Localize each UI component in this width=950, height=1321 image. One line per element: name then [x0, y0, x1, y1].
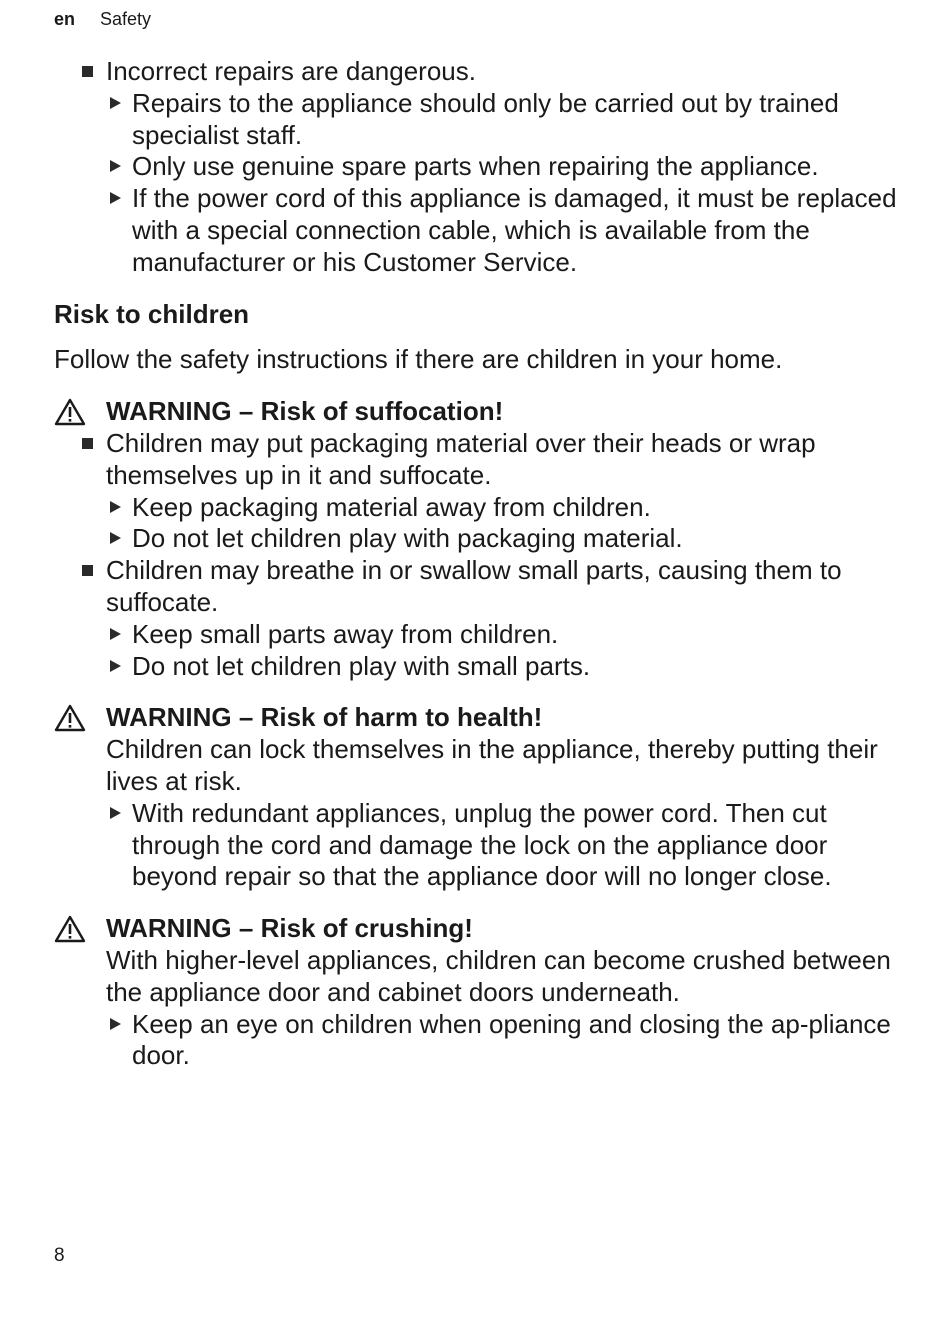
warning-title-text: WARNING – Risk of crushing! [106, 913, 473, 944]
bullet-item: Children may put packaging material over their heads or wrap themselves up in it and suffocate. [54, 428, 904, 492]
language-code: en [54, 9, 76, 29]
repairs-block [54, 56, 904, 279]
warning-text: With higher-level appliances, children can become crushed between the appliance door and cabinet doors underneath. [106, 944, 891, 1007]
action-step: Only use genuine spare parts when repairing the appliance. [54, 151, 904, 183]
warning-crushing [54, 913, 904, 1072]
bullet-item: Incorrect repairs are dangerous. [54, 56, 904, 88]
warning-triangle-icon [54, 915, 86, 943]
warning-triangle-icon [54, 704, 86, 732]
section-name: Safety [100, 9, 152, 29]
warning-title [54, 913, 904, 945]
section-heading: Risk to children [54, 298, 250, 329]
bullet-item: Children may breathe in or swallow small parts, causing them to suffocate. [54, 555, 904, 619]
action-step: Do not let children play with packaging material. [54, 523, 904, 555]
action-step: Keep packaging material away from children. [54, 492, 904, 524]
warning-title-text: WARNING – Risk of harm to health! [106, 702, 543, 733]
action-step: Keep an eye on children when opening and closing the ap-pliance door. [54, 1009, 904, 1073]
warning-title [54, 702, 904, 734]
action-step: Keep small parts away from children. [54, 619, 904, 651]
warning-text: Children can lock themselves in the appliance, thereby putting their lives at risk. [106, 734, 878, 796]
section-intro: Follow the safety instructions if there are children in your home. [54, 344, 783, 375]
action-step: Repairs to the appliance should only be carried out by trained specialist staff. [54, 88, 904, 152]
action-step: Do not let children play with small parts. [54, 651, 904, 683]
running-header [54, 9, 151, 30]
page-number: 8 [54, 1245, 65, 1266]
warning-title-text: WARNING – Risk of suffocation! [106, 396, 504, 427]
warning-title [54, 396, 904, 428]
warning-suffocation [54, 396, 904, 682]
warning-health [54, 702, 904, 893]
action-step: If the power cord of this appliance is damaged, it must be replaced with a special connection cable, which is available from the manufacturer or his Customer Service. [54, 183, 904, 278]
warning-triangle-icon [54, 398, 86, 426]
page-content [54, 56, 904, 1072]
action-step: With redundant appliances, unplug the power cord. Then cut through the cord and damage the lock on the appliance door beyond repair so that the appliance door will no longer close. [54, 798, 904, 893]
